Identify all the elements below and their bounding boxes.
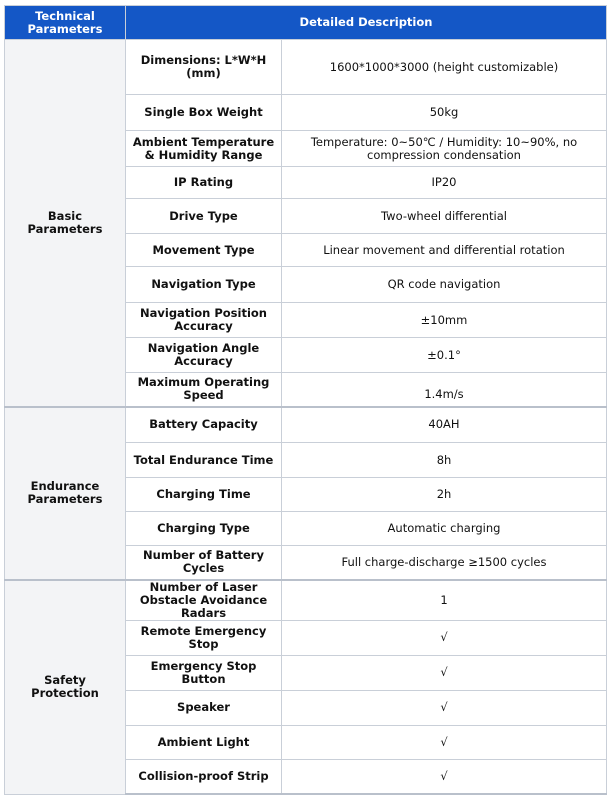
- param-value: 2h: [282, 478, 607, 512]
- param-value: 8h: [282, 443, 607, 478]
- param-name: Maximum Operating Speed: [126, 373, 282, 407]
- param-name: Navigation Angle Accuracy: [126, 338, 282, 373]
- param-name: Ambient Temperature & Humidity Range: [126, 131, 282, 167]
- param-name: Movement Type: [126, 234, 282, 267]
- param-name: Speaker: [126, 690, 282, 725]
- param-value: QR code navigation: [282, 267, 607, 303]
- param-name: IP Rating: [126, 167, 282, 199]
- param-name: Single Box Weight: [126, 95, 282, 131]
- param-value: Full charge-discharge ≥1500 cycles: [282, 546, 607, 580]
- param-value: ±10mm: [282, 303, 607, 338]
- param-name: Charging Type: [126, 512, 282, 546]
- spec-table-wrapper: [4, 5, 606, 795]
- table-row: [5, 40, 607, 95]
- param-name: Dimensions: L*W*H (mm): [126, 40, 282, 95]
- param-name: Remote Emergency Stop: [126, 620, 282, 655]
- param-name: Navigation Position Accuracy: [126, 303, 282, 338]
- technical-parameters-table: [4, 5, 607, 795]
- param-value: 40AH: [282, 407, 607, 443]
- param-value: Two-wheel differential: [282, 199, 607, 234]
- param-value: √: [282, 725, 607, 759]
- param-value: 50kg: [282, 95, 607, 131]
- param-value: IP20: [282, 167, 607, 199]
- param-name: Total Endurance Time: [126, 443, 282, 478]
- param-value: ±0.1°: [282, 338, 607, 373]
- table-row: [5, 580, 607, 621]
- param-name: Charging Time: [126, 478, 282, 512]
- header-technical-parameters: Technical Parameters: [5, 6, 126, 40]
- table-row: [5, 407, 607, 443]
- param-name: Battery Capacity: [126, 407, 282, 443]
- param-value: Automatic charging: [282, 512, 607, 546]
- param-name: Navigation Type: [126, 267, 282, 303]
- param-name: Number of Battery Cycles: [126, 546, 282, 580]
- param-value: √: [282, 759, 607, 794]
- header-detailed-description: Detailed Description: [126, 6, 607, 40]
- group-basic-parameters: Basic Parameters: [5, 40, 126, 407]
- table-header-row: [5, 6, 607, 40]
- param-value: √: [282, 620, 607, 655]
- param-name: Number of Laser Obstacle Avoidance Radars: [126, 580, 282, 621]
- param-name: Ambient Light: [126, 725, 282, 759]
- param-name: Emergency Stop Button: [126, 655, 282, 690]
- group-endurance-parameters: Endurance Parameters: [5, 407, 126, 580]
- param-value: √: [282, 690, 607, 725]
- group-safety-protection: Safety Protection: [5, 580, 126, 795]
- param-name: Drive Type: [126, 199, 282, 234]
- param-value: 1600*1000*3000 (height customizable): [282, 40, 607, 95]
- param-value: Temperature: 0~50℃ / Humidity: 10~90%, no compression condensation: [282, 131, 607, 167]
- param-value: √: [282, 655, 607, 690]
- param-value: 1.4m/s: [282, 373, 607, 407]
- param-value: Linear movement and differential rotation: [282, 234, 607, 267]
- param-name: Collision-proof Strip: [126, 759, 282, 794]
- param-value: 1: [282, 580, 607, 621]
